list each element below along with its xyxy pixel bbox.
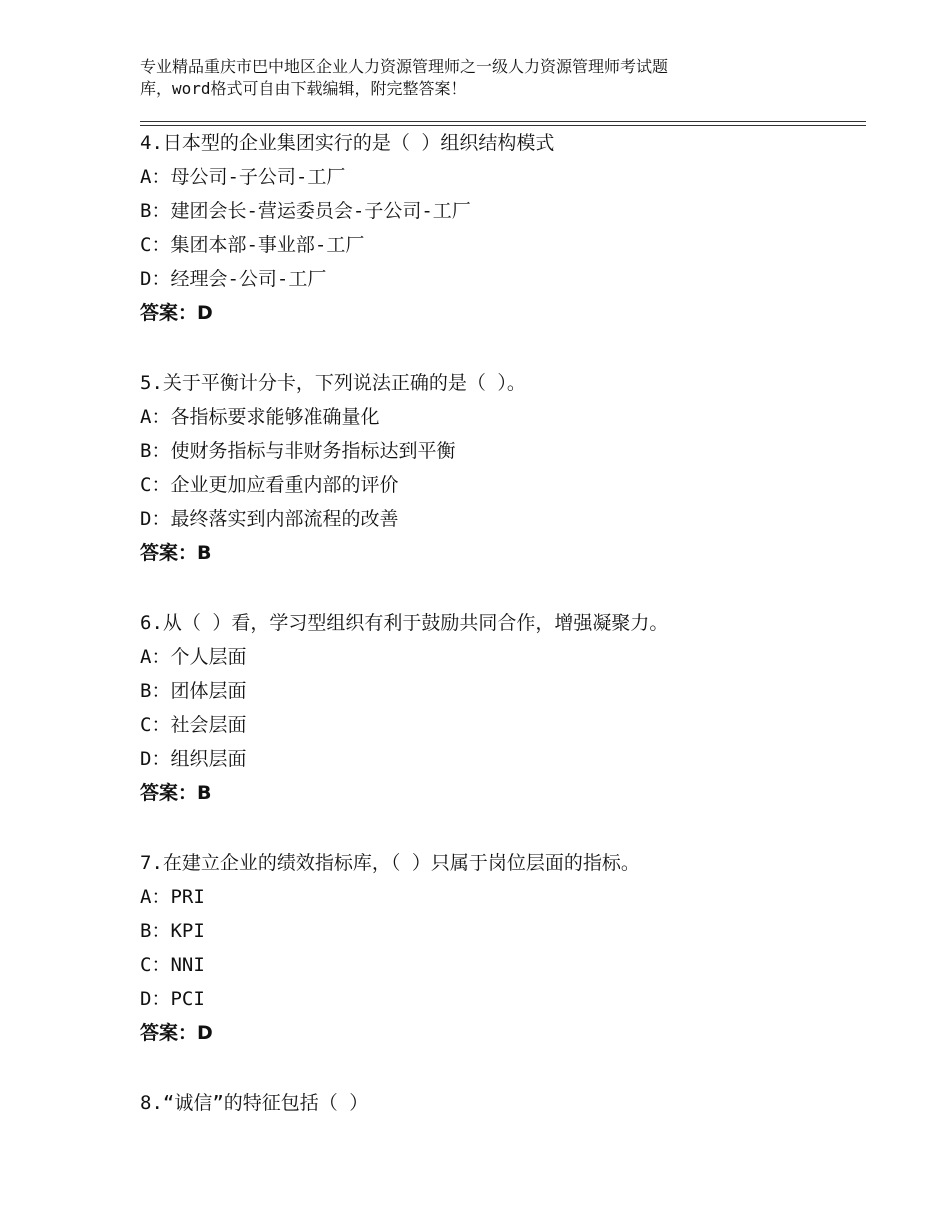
- spacer: [140, 1050, 900, 1086]
- option-d: D：最终落实到内部流程的改善: [140, 508, 399, 530]
- option-b: B：KPI: [140, 920, 205, 942]
- option-a: A：个人层面: [140, 646, 247, 668]
- question-8: [140, 1086, 900, 1120]
- question-6: [140, 606, 900, 810]
- option-c: C：NNI: [140, 954, 205, 976]
- option-b: B：使财务指标与非财务指标达到平衡: [140, 440, 456, 462]
- answer-label: 答案：B: [140, 542, 212, 564]
- answer-label: 答案：B: [140, 782, 212, 804]
- option-c: C：社会层面: [140, 714, 247, 736]
- spacer: [140, 330, 900, 366]
- spacer: [140, 810, 900, 846]
- answer-label: 答案：D: [140, 1022, 213, 1044]
- question-stem: 5.关于平衡计分卡，下列说法正确的是（ ）。: [140, 372, 526, 394]
- question-stem: 7.在建立企业的绩效指标库，（ ）只属于岗位层面的指标。: [140, 852, 640, 874]
- question-5: [140, 366, 900, 570]
- option-d: D：经理会-公司-工厂: [140, 268, 327, 290]
- option-d: D：组织层面: [140, 748, 247, 770]
- question-stem: 4.日本型的企业集团实行的是（ ）组织结构模式: [140, 132, 555, 154]
- option-c: C：企业更加应看重内部的评价: [140, 474, 399, 496]
- question-list: [140, 126, 900, 1120]
- option-a: A：母公司-子公司-工厂: [140, 166, 346, 188]
- spacer: [140, 570, 900, 606]
- question-7: [140, 846, 900, 1050]
- header-line-1: 专业精品重庆市巴中地区企业人力资源管理师之一级人力资源管理师考试题: [140, 57, 669, 76]
- option-b: B：建团会长-营运委员会-子公司-工厂: [140, 200, 471, 222]
- question-stem: 6.从（ ）看，学习型组织有利于鼓励共同合作，增强凝聚力。: [140, 612, 669, 634]
- option-a: A：各指标要求能够准确量化: [140, 406, 380, 428]
- option-a: A：PRI: [140, 886, 205, 908]
- answer-label: 答案：D: [140, 302, 213, 324]
- option-d: D：PCI: [140, 988, 205, 1010]
- header-line-2: 库，word格式可自由下载编辑，附完整答案！: [140, 79, 467, 98]
- document-header: [140, 56, 780, 100]
- question-4: [140, 126, 900, 330]
- question-stem: 8.“诚信”的特征包括（ ）: [140, 1092, 369, 1114]
- option-b: B：团体层面: [140, 680, 247, 702]
- option-c: C：集团本部-事业部-工厂: [140, 234, 365, 256]
